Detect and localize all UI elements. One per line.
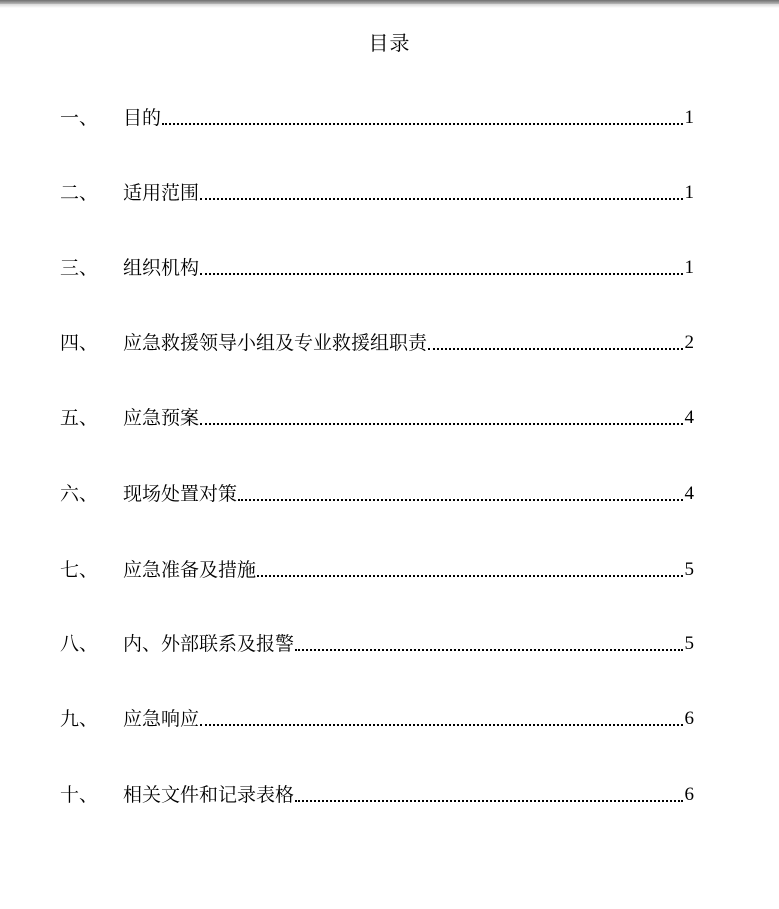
toc-entry-number: 九、 (60, 708, 99, 730)
toc-entry-page: 1 (684, 182, 694, 203)
toc-entry-title: 现场处置对策 (123, 483, 238, 505)
toc-entry-page: 2 (684, 332, 694, 353)
toc-entry-page: 4 (684, 483, 694, 504)
toc-entry-4[interactable] (60, 329, 694, 357)
toc-leader-dots (257, 575, 683, 577)
toc-entry-number: 七、 (60, 559, 99, 581)
toc-leader-dots (295, 800, 683, 802)
toc-entry-8[interactable] (60, 630, 694, 658)
toc-leader-dots (238, 499, 683, 501)
toc-entry-number: 十、 (60, 784, 99, 806)
toc-entry-title: 应急救援领导小组及专业救援组职责 (123, 332, 428, 354)
toc-entry-number: 六、 (60, 483, 99, 505)
toc-entry-number: 五、 (60, 407, 99, 429)
toc-leader-dots (200, 198, 683, 200)
toc-leader-dots (428, 348, 683, 350)
toc-entry-7[interactable] (60, 556, 694, 584)
toc-entry-title: 应急预案 (123, 407, 200, 429)
toc-entry-page: 5 (684, 633, 694, 654)
toc-leader-dots (295, 649, 683, 651)
toc-entry-number: 四、 (60, 332, 99, 354)
toc-entry-page: 6 (684, 708, 694, 729)
toc-entry-title: 应急响应 (123, 708, 200, 730)
toc-entry-page: 4 (684, 407, 694, 428)
toc-leader-dots (200, 273, 683, 275)
toc-entry-number: 一、 (60, 107, 99, 129)
toc-entry-3[interactable] (60, 254, 694, 282)
toc-entry-title: 应急准备及措施 (123, 559, 257, 581)
toc-entry-1[interactable] (60, 104, 694, 132)
toc-entry-number: 三、 (60, 257, 99, 279)
toc-entry-number: 二、 (60, 182, 99, 204)
toc-entry-title: 内、外部联系及报警 (123, 633, 295, 655)
toc-entry-5[interactable] (60, 404, 694, 432)
toc-entry-number: 八、 (60, 633, 99, 655)
toc-entry-6[interactable] (60, 480, 694, 508)
toc-entry-page: 1 (684, 257, 694, 278)
toc-leader-dots (200, 724, 683, 726)
toc-entry-10[interactable] (60, 781, 694, 809)
toc-entry-title: 目的 (123, 107, 162, 129)
toc-leader-dots (200, 423, 683, 425)
toc-entry-9[interactable] (60, 705, 694, 733)
toc-leader-dots (162, 123, 683, 125)
toc-entry-title: 相关文件和记录表格 (123, 784, 295, 806)
toc-entry-page: 1 (684, 107, 694, 128)
document-title: 目录 (368, 31, 411, 55)
toc-entry-page: 6 (684, 784, 694, 805)
toc-entry-2[interactable] (60, 179, 694, 207)
toc-entry-title: 适用范围 (123, 182, 200, 204)
toc-entry-page: 5 (684, 559, 694, 580)
toc-entry-title: 组织机构 (123, 257, 200, 279)
